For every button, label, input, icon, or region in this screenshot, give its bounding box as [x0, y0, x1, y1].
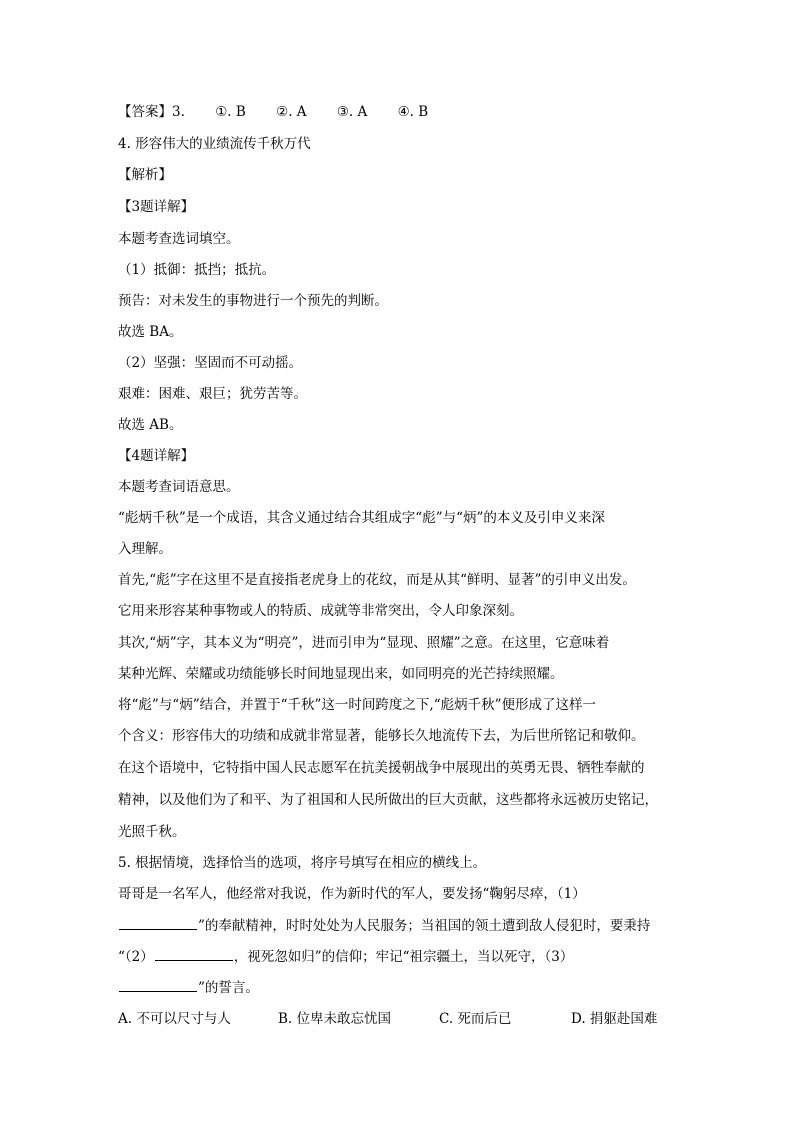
answer-item: ③. A [336, 104, 368, 120]
q3-line: （1）抵御：抵挡；抵抗。 [118, 262, 276, 278]
option-b: B. 位卑未敢忘忧国 [278, 1011, 392, 1027]
q5-line2 [118, 915, 650, 936]
q4-answer: 4. 形容伟大的业绩流传千秋万代 [118, 136, 311, 152]
q4-line: 入理解。 [118, 541, 172, 557]
q4-line: 某种光辉、荣耀或功绩能够长时间地显现出来，如同明亮的光芒持续照耀。 [118, 666, 564, 682]
q4-line: 首先,“彪”字在这里不是直接指老虎身上的花纹，而是从其“鲜明、显著”的引申义出发。 [118, 572, 636, 588]
answer-item: ①. B [215, 104, 246, 120]
q5-line3-prefix: “（2） [118, 949, 154, 965]
q5-options [118, 1009, 678, 1029]
fill-blank-3[interactable] [119, 977, 197, 992]
q4-line: 其次,“炳”字，其本义为“明亮”，进而引申为“显现、照耀”之意。在这里，它意味着 [118, 635, 610, 651]
q4-line: 精神，以及他们为了和平、为了祖国和人民所做出的巨大贡献，这些都将永远被历史铭记， [118, 792, 658, 808]
answer-line [118, 102, 428, 122]
q4-line: “彪炳千秋”是一个成语，其含义通过结合其组成字“彪”与“炳”的本义及引申义来深 [118, 510, 605, 526]
q5-line3-text: ，视死忽如归”的信仰；牢记“祖宗疆土，当以死守，（3） [233, 949, 574, 965]
option-d: D. 捐躯赴国难 [571, 1011, 658, 1027]
q3-line: 艰难：困难、艰巨；犹劳苦等。 [118, 386, 307, 402]
q3-line: 故选 AB。 [118, 417, 183, 433]
q4-line: 它用来形容某种事物或人的特质、成就等非常突出，令人印象深刻。 [118, 603, 523, 619]
q4-line: 光照千秋。 [118, 824, 186, 840]
q5-line4-text: ”的誓言。 [198, 980, 259, 996]
answer-item: ④. B [397, 104, 429, 120]
fill-blank-1[interactable] [119, 915, 197, 930]
q3-line: （2）坚强：坚固而不可动摇。 [118, 355, 303, 371]
answer-label: 【答案】3. [118, 104, 185, 120]
q4-line: 本题考查词语意思。 [118, 479, 240, 495]
q3-heading: 【3题详解】 [118, 199, 195, 215]
analysis-heading: 【解析】 [118, 167, 172, 183]
q3-line: 预告：对未发生的事物进行一个预先的判断。 [118, 293, 388, 309]
q5-title: 5. 根据情境，选择恰当的选项，将序号填写在相应的横线上。 [118, 855, 487, 871]
answer-item: ②. A [276, 104, 307, 120]
option-a: A. 不可以尺寸与人 [118, 1011, 231, 1027]
q4-heading: 【4题详解】 [118, 448, 195, 464]
q5-line2-text: ”的奉献精神，时时处处为人民服务；当祖国的领土遭到敌人侵犯时，要秉持 [198, 918, 651, 934]
q4-line: 将“彪”与“炳”结合，并置于“千秋”这一时间跨度之下,“彪炳千秋”便形成了这样一 [118, 697, 597, 713]
q5-line3 [118, 946, 573, 967]
q4-line: 个含义：形容伟大的功绩和成就非常显著，能够长久地流传下去，为后世所铭记和敬仰。 [118, 728, 645, 744]
option-c: C. 死而后已 [439, 1011, 512, 1027]
q5-line1: 哥哥是一名军人，他经常对我说，作为新时代的军人，要发扬“鞠躬尽瘁，（1） [118, 886, 586, 902]
fill-blank-2[interactable] [155, 946, 233, 961]
q3-line: 故选 BA。 [118, 324, 183, 340]
q4-line: 在这个语境中，它特指中国人民志愿军在抗美援朝战争中展现出的英勇无畏、牺牲奉献的 [118, 760, 645, 776]
q3-line: 本题考查选词填空。 [118, 231, 240, 247]
q5-line4 [118, 977, 259, 998]
